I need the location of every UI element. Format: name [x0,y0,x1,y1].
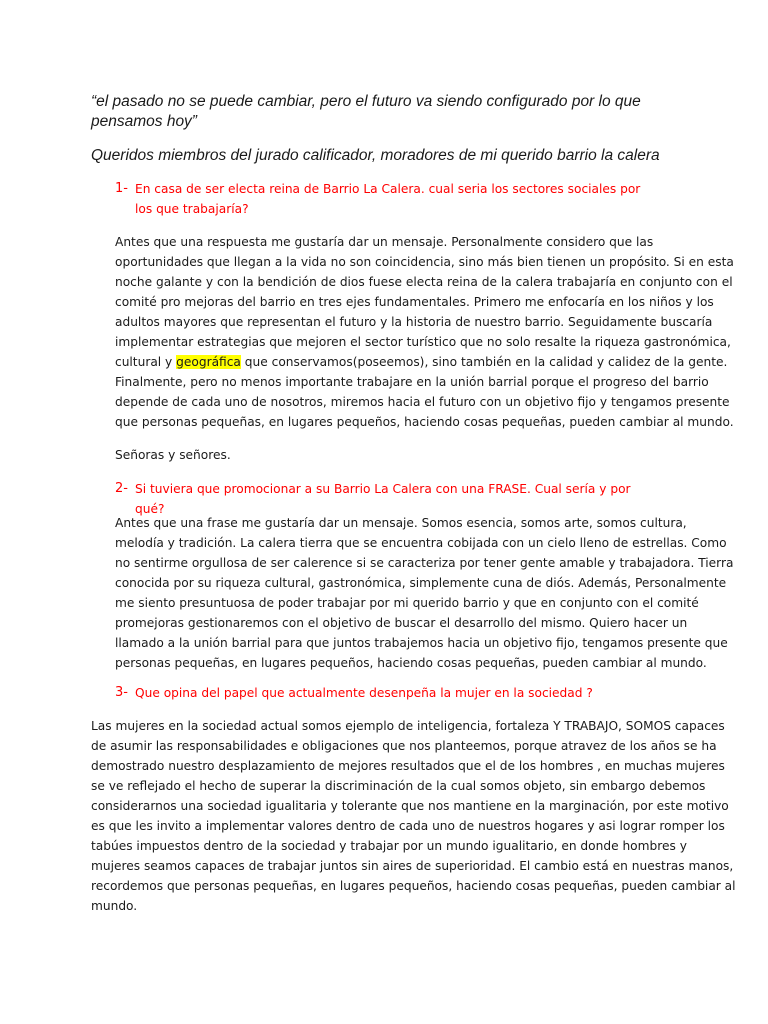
question-3-number: 3- [115,685,128,700]
answer-3-line: demostrado nuestro desplazamiento de mejores resultados que el de los hombres , en muchas mujeres [91,759,725,773]
answer-1-line: comité pro mejoras del barrio en tres ejes fundamentales. Primero me enfocaría en los niños y los [115,295,714,309]
answer-2-line: promejoras gestionaremos con el objetivo de buscar el desarrollo del mismo. Quiero hacer un [115,616,688,630]
salutation: Señoras y señores. [115,448,231,462]
answer-1-line: adultos mayores que representan el futuro y la historia de nuestro barrio. Seguidamente buscaría [115,315,713,329]
answer-2-line: Antes que una frase me gustaría dar un mensaje. Somos esencia, somos arte, somos cultura, [115,516,687,530]
answer-3 [91,716,736,916]
question-1-number: 1- [115,181,128,196]
highlighted-word: geográfica [176,355,241,369]
answer-2-line: personas pequeñas, en lugares pequeños, haciendo cosas pequeñas, pueden cambiar al mundo. [115,656,707,670]
opening-quote: “el pasado no se puede cambiar, pero el futuro va siendo configurado por lo que pensamos hoy” [91,93,641,130]
line-text: que conservamos(poseemos), sino también en la calidad y calidez de la gente. [240,355,728,369]
answer-3-line: mundo. [91,899,138,913]
answer-1-line: depende de cada uno de nosotros, miremos hacia el futuro con un objetivo fijo y tengamos presente [115,395,730,409]
answer-3-line: recordemos que personas pequeñas, en lugares pequeños, haciendo cosas pequeñas, pueden cambiar al [91,879,736,893]
answer-3-line: se ve reflejado el hecho de superar la discriminación de la cual somos objeto, sin embargo debemos [91,779,706,793]
answer-3-line: Las mujeres en la sociedad actual somos ejemplo de inteligencia, fortaleza Y TRABAJO, SOMOS capaces [91,719,725,733]
greeting: Queridos miembros del jurado calificador, moradores de mi querido barrio la calera [91,147,660,164]
answer-1-line [115,352,728,372]
answer-1-line: noche galante y con la bendición de dios fuese electa reina de la calera trabajaría en conjunto con el [115,275,733,289]
answer-2-line: conocida por su riqueza cultural, gastronómica, simplemente cuna de diós. Además, Personalmente [115,576,727,590]
answer-1-line: implementar estrategias que mejoren el sector turístico que no solo resalte la riqueza gastronómica, [115,335,731,349]
answer-3-line: es que les invito a implementar valores dentro de cada uno de nuestros hogares y asi lograr romper los [91,819,725,833]
answer-1-line: que personas pequeñas, en lugares pequeños, haciendo cosas pequeñas, pueden cambiar al mundo. [115,415,734,429]
line-text: cultural y [115,355,177,369]
answer-2-line: me siento presuntuosa de poder trabajar por mi querido barrio y que en conjunto con el comité [115,596,699,610]
question-2-text: Si tuviera que promocionar a su Barrio La Calera con una FRASE. Cual sería y por qué? [135,482,631,516]
answer-2-line: llamado a la unión barrial para que juntos trabajemos hacia un objetivo fijo, tengamos presente que [115,636,728,650]
answer-1-line: oportunidades que llegan a la vida no son coincidencia, sino más bien tienen un propósito. Si en esta [115,255,734,269]
question-2-number: 2- [115,481,128,496]
answer-1-line: Antes que una respuesta me gustaría dar un mensaje. Personalmente considero que las [115,235,654,249]
answer-1-line: Finalmente, pero no menos importante trabajare en la unión barrial porque el progreso del barrio [115,375,709,389]
answer-1 [115,232,734,432]
answer-2-line: melodía y tradición. La calera tierra que se encuentra cobijada con un cielo lleno de estrellas. Como [115,536,727,550]
question-1-text: En casa de ser electa reina de Barrio La Calera. cual seria los sectores sociales por los que trabajaría? [135,182,641,216]
question-3-text: Que opina del papel que actualmente desenpeña la mujer en la sociedad ? [135,686,593,700]
answer-2-line: no sentirme orgullosa de ser calerence si se caracteriza por tener gente amable y trabajadora. Tierra [115,556,734,570]
answer-3-line: tabúes impuestos dentro de la sociedad y trabajar por un mundo igualitario, en donde hombres y [91,839,687,853]
answer-3-line: de asumir las responsabilidades e obligaciones que nos planteemos, porque atravez de los años se ha [91,739,717,753]
answer-2 [115,513,734,673]
answer-3-line: mujeres seamos capaces de trabajar juntos sin aires de superioridad. El cambio está en nuestras manos, [91,859,734,873]
answer-3-line: considerarnos una sociedad igualitaria y tolerante que nos mantiene en la marginación, por este motivo [91,799,729,813]
